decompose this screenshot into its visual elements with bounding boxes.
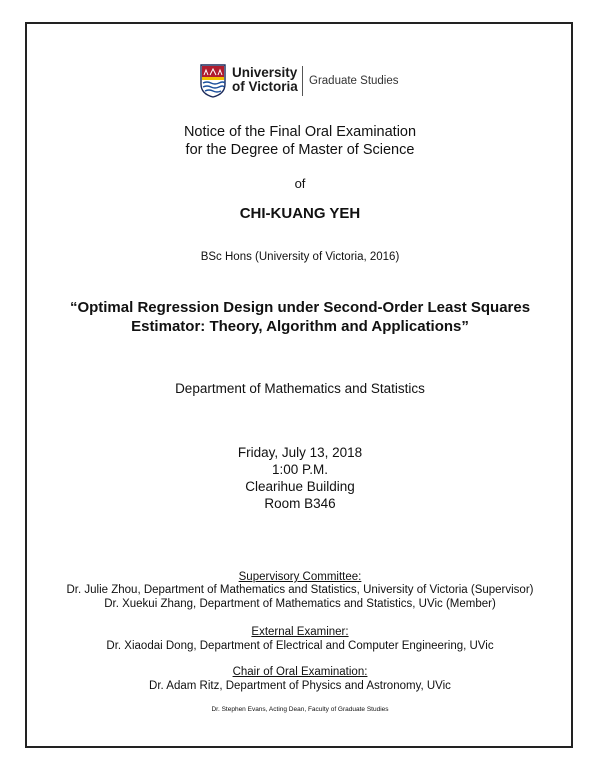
candidate-name: CHI-KUANG YEH xyxy=(239,205,361,222)
exam-room: Room B346 xyxy=(264,496,336,511)
committee-member-2: Dr. Xuekui Zhang, Department of Mathematics and Statistics, UVic (Member) xyxy=(104,598,496,610)
logo-divider xyxy=(302,66,303,96)
dean-footer: Dr. Stephen Evans, Acting Dean, Faculty of Graduate Studies xyxy=(211,706,389,713)
uvic-crest-icon xyxy=(200,64,226,98)
external-examiner: Dr. Xiaodai Dong, Department of Electrical and Computer Engineering, UVic xyxy=(106,640,494,652)
thesis-title-line1: “Optimal Regression Design under Second-Order Least Squares xyxy=(69,299,531,316)
department: Department of Mathematics and Statistics xyxy=(175,381,425,396)
exam-building: Clearihue Building xyxy=(245,479,355,494)
of-text: of xyxy=(294,176,306,191)
committee-member-1: Dr. Julie Zhou, Department of Mathematics and Statistics, University of Victoria (Supervisor) xyxy=(66,584,534,596)
thesis-title-line2: Estimator: Theory, Algorithm and Applications” xyxy=(131,318,469,335)
supervisory-heading: Supervisory Committee: xyxy=(238,571,362,583)
chair-heading: Chair of Oral Examination: xyxy=(232,666,368,678)
exam-time: 1:00 P.M. xyxy=(271,462,329,477)
exam-date: Friday, July 13, 2018 xyxy=(237,445,363,460)
candidate-degree: BSc Hons (University of Victoria, 2016) xyxy=(200,251,400,263)
graduate-studies-label: Graduate Studies xyxy=(309,75,399,87)
notice-line2: for the Degree of Master of Science xyxy=(185,142,415,158)
university-name: University of Victoria xyxy=(232,65,298,94)
notice-line1: Notice of the Final Oral Examination xyxy=(183,124,417,140)
external-heading: External Examiner: xyxy=(251,626,349,638)
chair-of-exam: Dr. Adam Ritz, Department of Physics and Astronomy, UVic xyxy=(149,680,451,692)
